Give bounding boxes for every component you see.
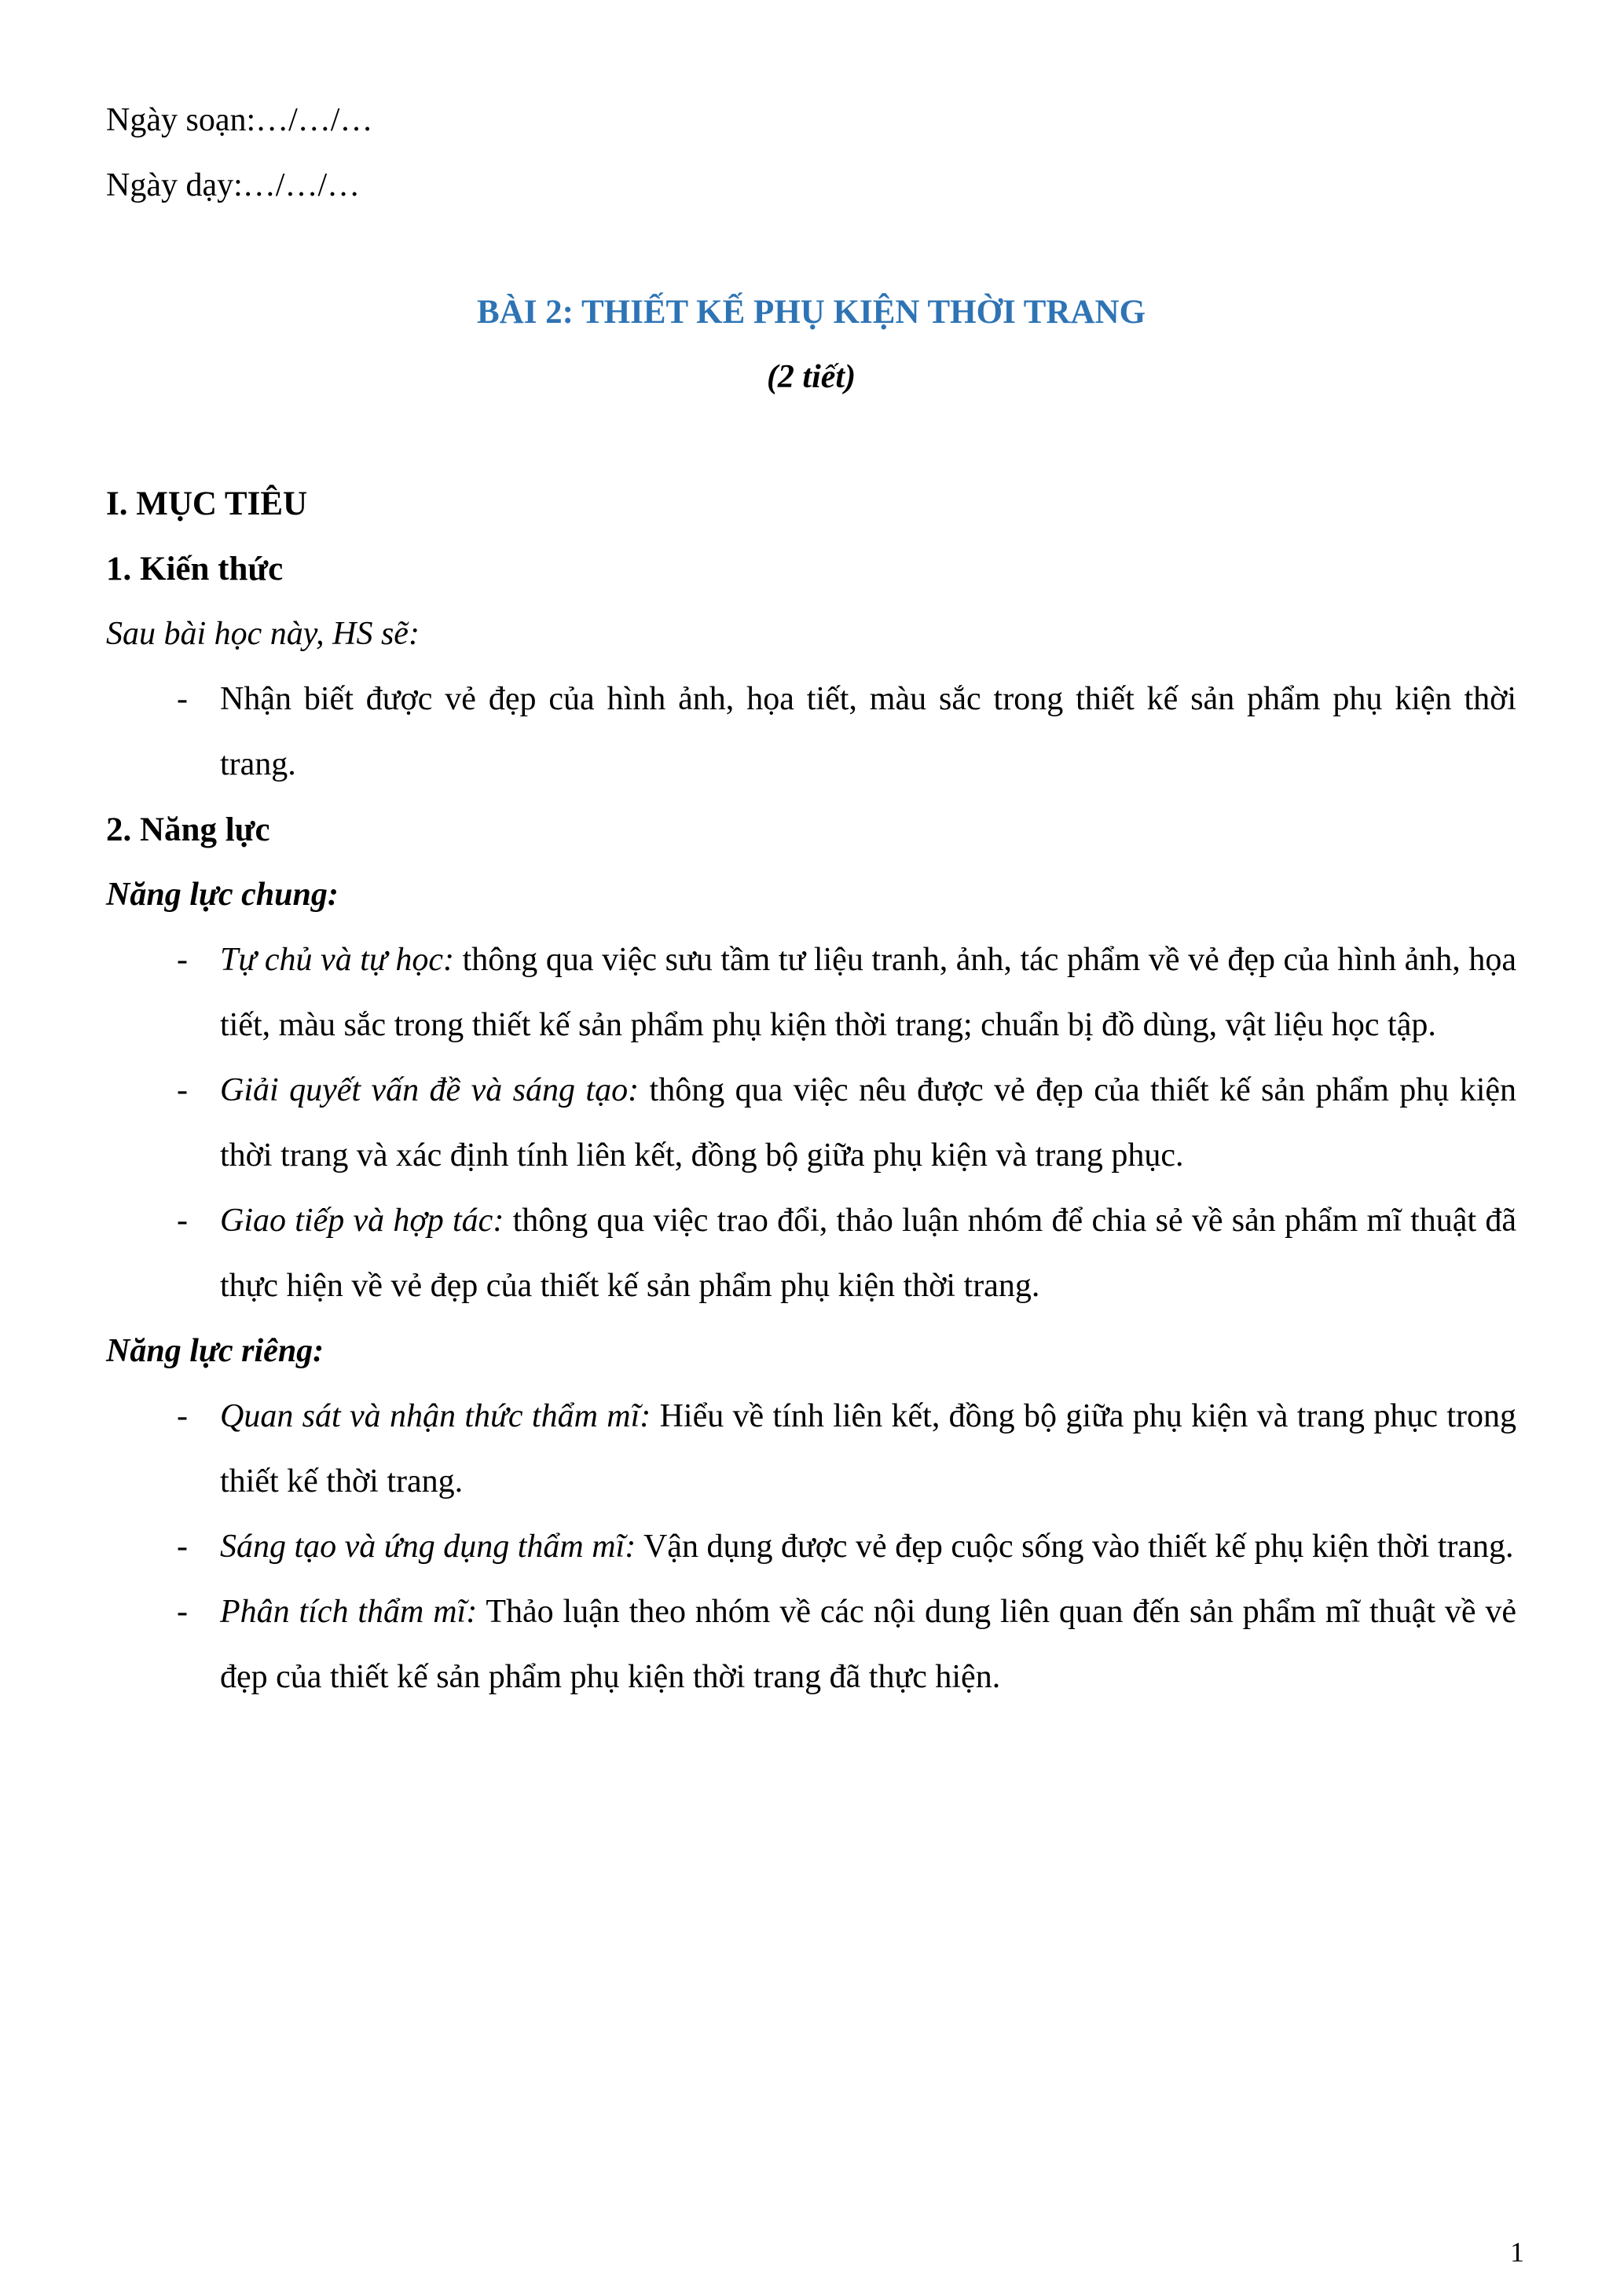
list-item-body: Vận dụng được vẻ đẹp cuộc sống vào thiết kế phụ kiện thời trang. [643, 1529, 1514, 1565]
dash-bullet: - [177, 1072, 188, 1108]
knowledge-intro: Sau bài học này, HS sẽ: [106, 616, 420, 652]
list-item-body: Hiểu về tính liên kết, đồng bộ giữa phụ kiện và trang phục trong thiết kế thời trang. [220, 1398, 1517, 1500]
dash-bullet: - [177, 681, 188, 717]
list-item-text [220, 1188, 1516, 1319]
lesson-title: BÀI 2: THIẾT KẾ PHỤ KIỆN THỜI TRANG [476, 294, 1146, 331]
section-heading-objectives: I. MỤC TIÊU [106, 485, 308, 522]
subsection-heading-knowledge: 1. Kiến thức [106, 551, 284, 588]
list-item [106, 1058, 1516, 1188]
page-number: 1 [1510, 2236, 1524, 2268]
date-prepared-line: Ngày soạn:…/…/… [106, 102, 373, 138]
list-item-text [220, 667, 1516, 797]
list-item-body: thông qua việc nêu được vẻ đẹp của thiết kế sản phẩm phụ kiện thời trang và xác định tính liên kết, đồng bộ giữa phụ kiện và trang phục. [220, 1072, 1517, 1174]
list-item-lead: Giải quyết vấn đề và sáng tạo: [220, 1072, 640, 1108]
list-item-body: Thảo luận theo nhóm về các nội dung liên quan đến sản phẩm mĩ thuật về vẻ đẹp của thiết kế sản phẩm phụ kiện thời trang đã thực hiện. [220, 1594, 1517, 1695]
lesson-duration: (2 tiết) [766, 359, 856, 395]
dash-bullet: - [177, 942, 188, 978]
list-item [106, 1580, 1516, 1710]
list-item-text [220, 1384, 1516, 1514]
list-item-text [220, 928, 1516, 1058]
list-item-body: thông qua việc sưu tầm tư liệu tranh, ảnh, tác phẩm về vẻ đẹp của hình ảnh, họa tiết, màu sắc trong thiết kế sản phẩm phụ kiện thời trang; chuẩn bị đồ dùng, vật liệu học tập. [220, 942, 1516, 1043]
list-item-lead: Sáng tạo và ứng dụng thẩm mĩ: [220, 1529, 636, 1565]
specific-competencies-heading: Năng lực riêng: [106, 1333, 324, 1369]
list-item-lead: Quan sát và nhận thức thẩm mĩ: [220, 1398, 651, 1434]
date-taught-line: Ngày dạy:…/…/… [106, 167, 361, 203]
list-item-lead: Tự chủ và tự học: [220, 942, 455, 978]
list-item-lead: Phân tích thẩm mĩ: [220, 1594, 478, 1630]
list-item [106, 928, 1516, 1058]
list-item-text [220, 1514, 1516, 1580]
dash-bullet: - [177, 1529, 188, 1565]
list-item [106, 667, 1516, 797]
knowledge-list [106, 667, 1516, 797]
general-competencies-list [106, 928, 1516, 1319]
dash-bullet: - [177, 1203, 188, 1239]
list-item-text [220, 1058, 1516, 1188]
general-competencies-heading: Năng lực chung: [106, 877, 339, 913]
specific-competencies-list [106, 1384, 1516, 1710]
dash-bullet: - [177, 1594, 188, 1630]
list-item [106, 1384, 1516, 1514]
list-item-body: thông qua việc trao đổi, thảo luận nhóm để chia sẻ về sản phẩm mĩ thuật đã thực hiện về vẻ đẹp của thiết kế sản phẩm phụ kiện thời trang. [220, 1203, 1517, 1304]
subsection-heading-competencies: 2. Năng lực [106, 811, 270, 848]
list-item [106, 1188, 1516, 1319]
list-item-text [220, 1580, 1516, 1710]
list-item-body: Nhận biết được vẻ đẹp của hình ảnh, họa tiết, màu sắc trong thiết kế sản phẩm phụ kiện thời trang. [220, 681, 1516, 782]
dash-bullet: - [177, 1398, 188, 1434]
list-item [106, 1514, 1516, 1580]
list-item-lead: Giao tiếp và hợp tác: [220, 1203, 504, 1239]
